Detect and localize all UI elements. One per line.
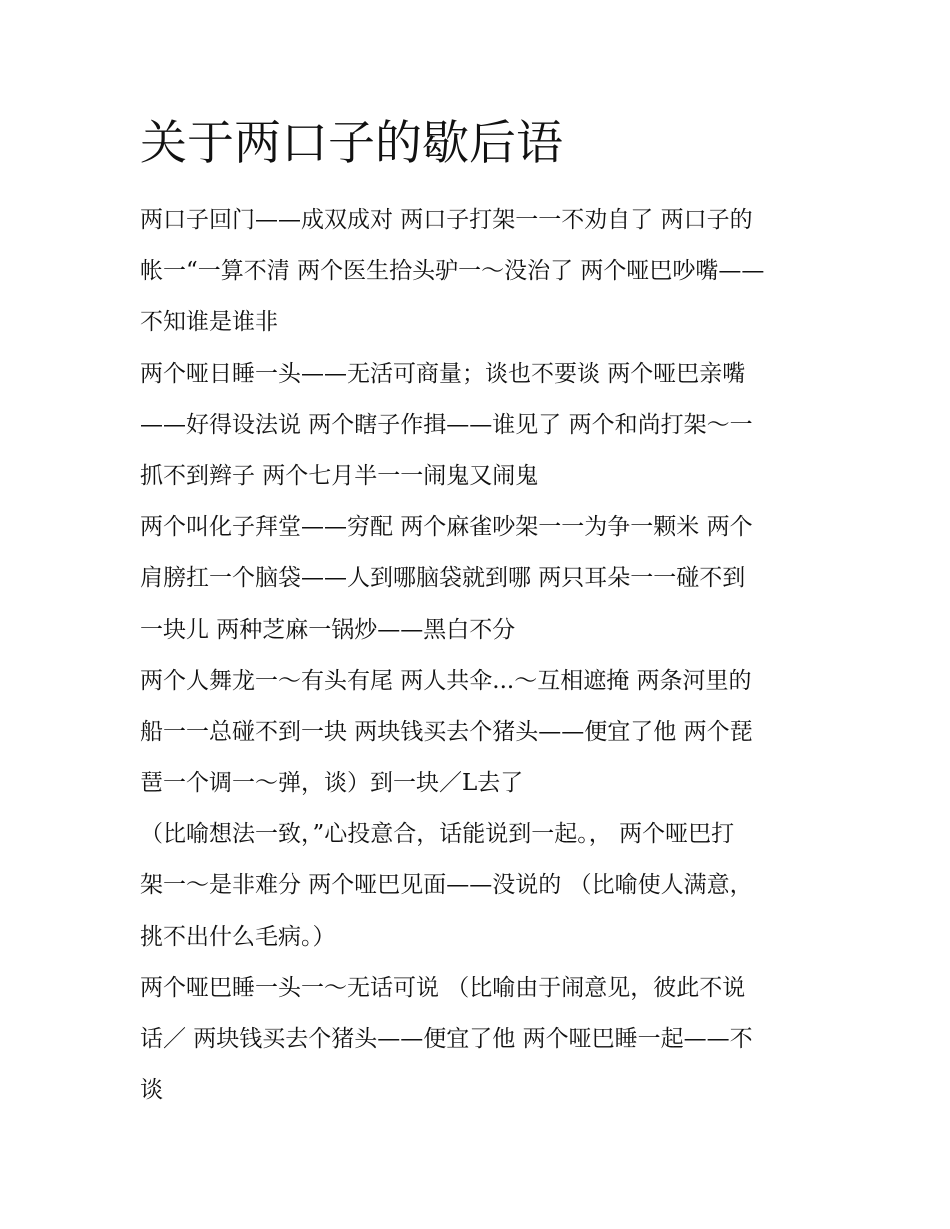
text-line: 船一一总碰不到一块 两块钱买去个猪头——便宜了他 两个琵 [140, 718, 753, 745]
text-line: 琶一个调一～弹，谈）到一块／L去了 [140, 770, 524, 797]
text-line: 两个人舞龙一～有头有尾 两人共伞...～互相遮掩 两条河里的 [140, 667, 752, 694]
text-line: 两个叫化子拜堂——穷配 两个麻雀吵架一一为争一颗米 两个 [140, 514, 753, 541]
text-line: 话／ 两块钱买去个猪头——便宜了他 两个哑巴睡一起——不 [140, 1026, 753, 1052]
text-line: ——好得设法说 两个瞎子作揖——谁见了 两个和尚打架～一 [140, 411, 753, 438]
text-line: 抓不到辫子 两个七月半一一闹鬼又闹鬼 [140, 462, 539, 489]
text-line: 挑不出什么毛病。） [140, 923, 336, 950]
text-line: 两个哑日睡一头——无活可商量；谈也不要谈 两个哑巴亲嘴 [140, 360, 746, 387]
text-line: （比喻想法一致，”心投意合，话能说到一起。， 两个哑巴打 [140, 821, 735, 848]
text-line: 帐一“一算不清 两个医生拾头驴一～没治了 两个哑巴吵嘴—— [140, 258, 765, 285]
text-line: 肩膀扛一个脑袋——人到哪脑袋就到哪 两只耳朵一一碰不到 [140, 565, 746, 592]
text-line: 架一～是非难分 两个哑巴见面——没说的 （比喻使人满意， [140, 872, 753, 899]
text-line: 一块儿 两种芝麻一锅炒——黑白不分 [140, 616, 516, 643]
text-line: 两口子回门——成双成对 两口子打架一一不劝自了 两口子的 [140, 207, 753, 233]
document-body [140, 195, 820, 1116]
text-line: 两个哑巴睡一头一～无话可说 （比喻由于闹意见，彼此不说 [140, 974, 746, 1001]
page-title: 关于两口子的歇后语 [140, 116, 563, 171]
text-line: 谈 [140, 1077, 163, 1104]
text-line: 不知谁是谁非 [140, 309, 278, 336]
